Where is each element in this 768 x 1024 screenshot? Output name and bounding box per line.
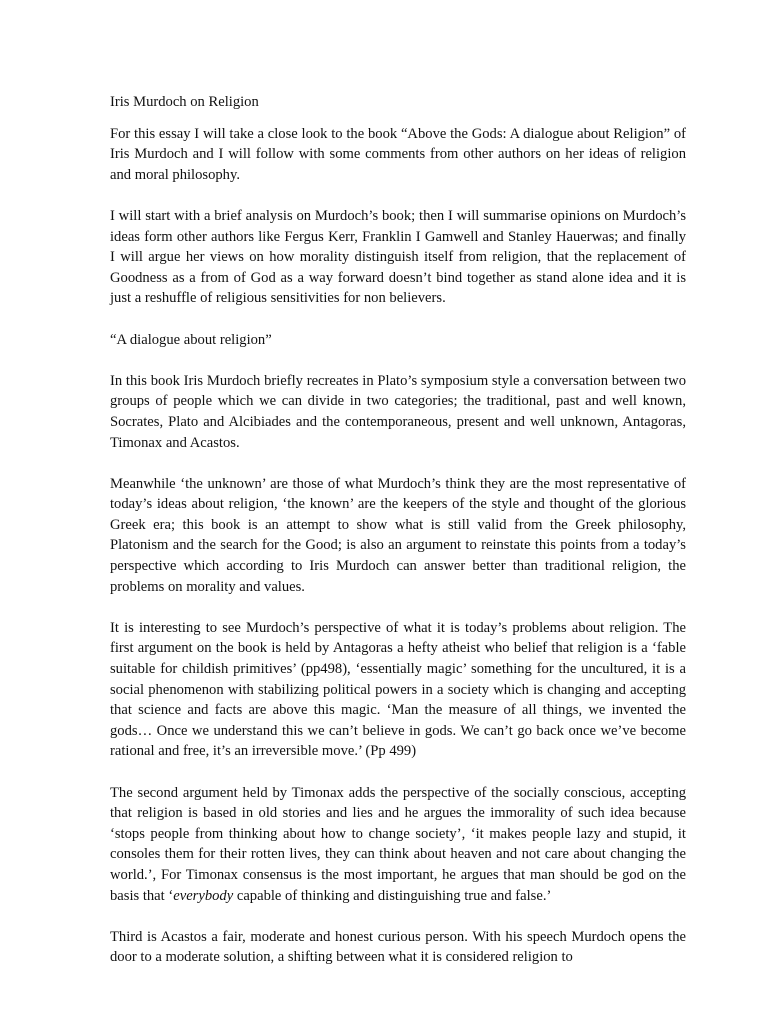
paragraph-acastos: Third is Acastos a fair, moderate and honest curious person. With his speech Murdoch opens the door to a moderate solution, a shifting between what it is considered religion to: [110, 928, 686, 966]
paragraph-timonax-text-1: The second argument held by Timonax adds the perspective of the socially conscious, accepting that religion is based in old stories and lies and he argues the immorality of such idea because ‘stops people from thinking about how to change society’, ‘it makes people lazy and stupid, it consoles them for their rotten lives, they can think about heaven and not care about changing the world.’, For Timonax consensus is the most important, he argues that man should be god on the basis that ‘: [110, 784, 686, 904]
paragraph-timonax-text-2: capable of thinking and distinguishing true and false.’: [233, 887, 552, 904]
section-heading: “A dialogue about religion”: [110, 331, 272, 348]
paragraph-dialogue: In this book Iris Murdoch briefly recreates in Plato’s symposium style a conversation between two groups of people which we can divide in two categories; the traditional, past and well known, Socrates, Plato and Alcibiades and the contemporaneous, present and well unknown, Antagoras, Timonax and Acastos.: [110, 372, 686, 451]
paragraph-outline: I will start with a brief analysis on Murdoch’s book; then I will summarise opinions on Murdoch’s ideas form other authors like Fergus Kerr, Franklin I Gamwell and Stanley Hauerwas; and finally I will argue her views on how morality distinguish itself from religion, that the replacement of Goodness as a from of God as a way forward doesn’t bind together as stand alone idea and it is just a reshuffle of religious sensitivities for non believers.: [110, 207, 686, 307]
paragraph-known-unknown: Meanwhile ‘the unknown’ are those of what Murdoch’s think they are the most representative of today’s ideas about religion, ‘the known’ are the keepers of the style and thought of the glorious Greek era; this book is an attempt to show what is still valid from the Greek philosophy, Platonism and the search for the Good; is also an argument to reinstate this points from a today’s perspective which according to Iris Murdoch can answer better than traditional religion, the problems on morality and values.: [110, 475, 686, 595]
emphasis-everybody: everybody: [173, 887, 234, 904]
paragraph-antagoras: It is interesting to see Murdoch’s perspective of what it is today’s problems about religion. The first argument on the book is held by Antagoras a hefty atheist who belief that religion is a ‘fable suitable for childish primitives’ (pp498), ‘essentially magic’ something for the uncultured, it is a social phenomenon with stabilizing political powers in a society which is changing and accepting that science and facts are above this magic. ‘Man the measure of all things, we invented the gods… Once we understand this we can’t believe in gods. We can’t go back once we’ve become rational and free, it’s an irreversible move.’ (Pp 499): [110, 619, 686, 760]
paragraph-intro: For this essay I will take a close look to the book “Above the Gods: A dialogue about Religion” of Iris Murdoch and I will follow with some comments from other authors on her ideas of religion and moral philosophy.: [110, 125, 686, 183]
paragraph-timonax: [110, 783, 686, 907]
document-title: Iris Murdoch on Religion: [110, 94, 259, 110]
